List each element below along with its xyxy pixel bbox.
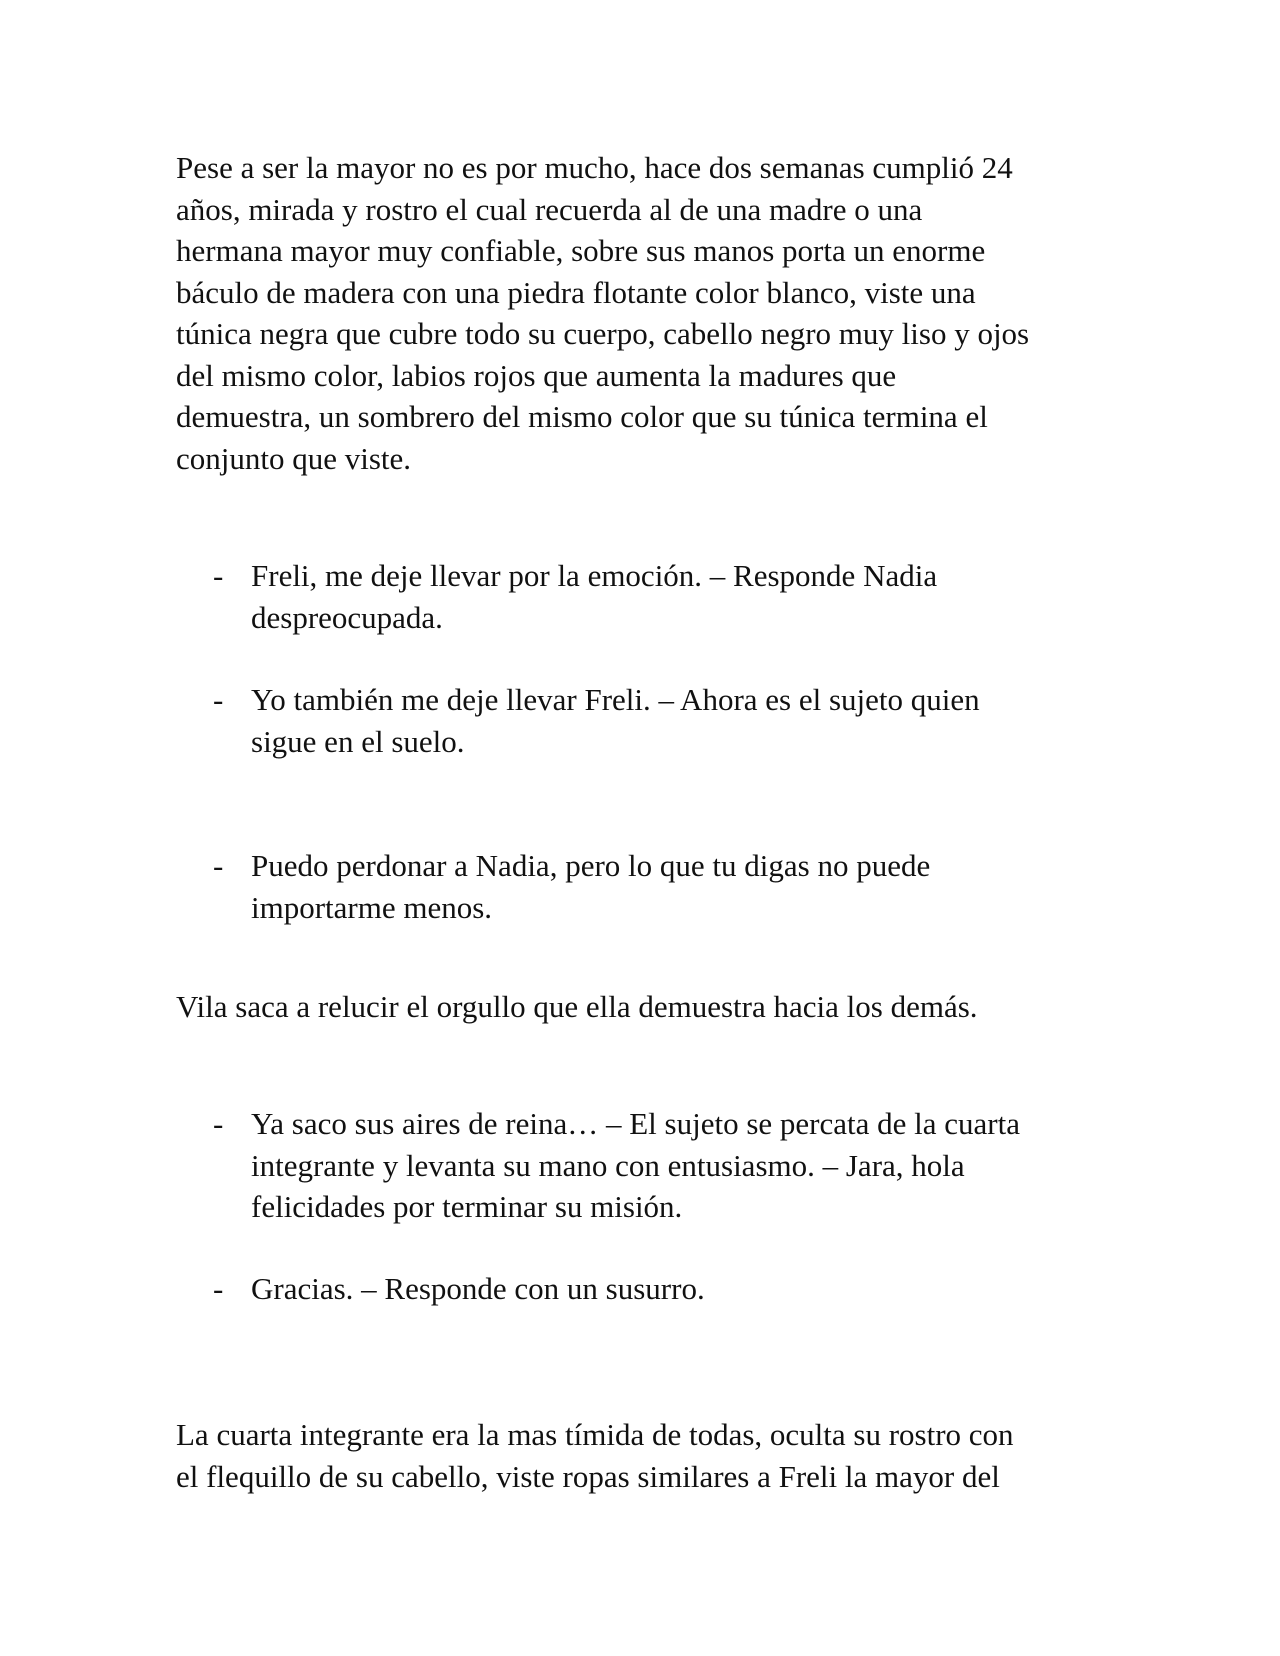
text-line: sigue en el suelo.: [251, 723, 465, 759]
text-line: importarme menos.: [251, 889, 493, 925]
dialogue-dash: -: [213, 1271, 224, 1306]
text-line: Yo también me deje llevar Freli. – Ahora es el sujeto quien: [251, 682, 980, 717]
text-line: del mismo color, labios rojos que aumenta la madures que: [176, 357, 897, 393]
text-line: Pese a ser la mayor no es por mucho, hace dos semanas cumplió 24: [176, 150, 1013, 185]
text-line: túnica negra que cubre todo su cuerpo, cabello negro muy liso y ojos: [176, 316, 1030, 351]
dialogue-dash: -: [213, 558, 224, 593]
dialogue-dash: -: [213, 1106, 224, 1141]
text-line: báculo de madera con una piedra flotante color blanco, viste una: [176, 274, 976, 310]
text-line: Puedo perdonar a Nadia, pero lo que tu digas no puede: [251, 848, 931, 883]
dialogue-line-vila: [213, 845, 1093, 928]
dialogue-line-nadia: [213, 555, 1093, 638]
dialogue-line-jara: [213, 1268, 1093, 1310]
text-line: Freli, me deje llevar por la emoción. – Responde Nadia: [251, 558, 938, 593]
dialogue-dash: -: [213, 682, 224, 717]
paragraph-description-jara: [176, 1414, 1106, 1497]
text-line: conjunto que viste.: [176, 440, 412, 476]
paragraph-description-freli: [176, 147, 1106, 479]
text-line: Ya saco sus aires de reina… – El sujeto se percata de la cuarta: [251, 1106, 1020, 1141]
text-line: Gracias. – Responde con un susurro.: [251, 1271, 705, 1306]
dialogue-dash: -: [213, 848, 224, 883]
text-line: demuestra, un sombrero del mismo color que su túnica termina el: [176, 399, 988, 434]
paragraph-vila: [176, 986, 1106, 1028]
text-line: felicidades por terminar su misión.: [251, 1189, 683, 1224]
text-line: Vila saca a relucir el orgullo que ella demuestra hacia los demás.: [176, 989, 978, 1024]
dialogue-line-sujeto: [213, 679, 1093, 762]
text-line: el flequillo de su cabello, viste ropas similares a Freli la mayor del: [176, 1458, 1000, 1494]
text-line: hermana mayor muy confiable, sobre sus manos porta un enorme: [176, 233, 986, 268]
text-line: La cuarta integrante era la mas tímida de todas, oculta su rostro con: [176, 1417, 1014, 1452]
text-line: despreocupada.: [251, 599, 443, 635]
dialogue-line-sujeto-jara: [213, 1103, 1093, 1228]
text-line: años, mirada y rostro el cual recuerda al de una madre o una: [176, 191, 923, 227]
text-line: integrante y levanta su mano con entusiasmo. – Jara, hola: [251, 1147, 965, 1183]
